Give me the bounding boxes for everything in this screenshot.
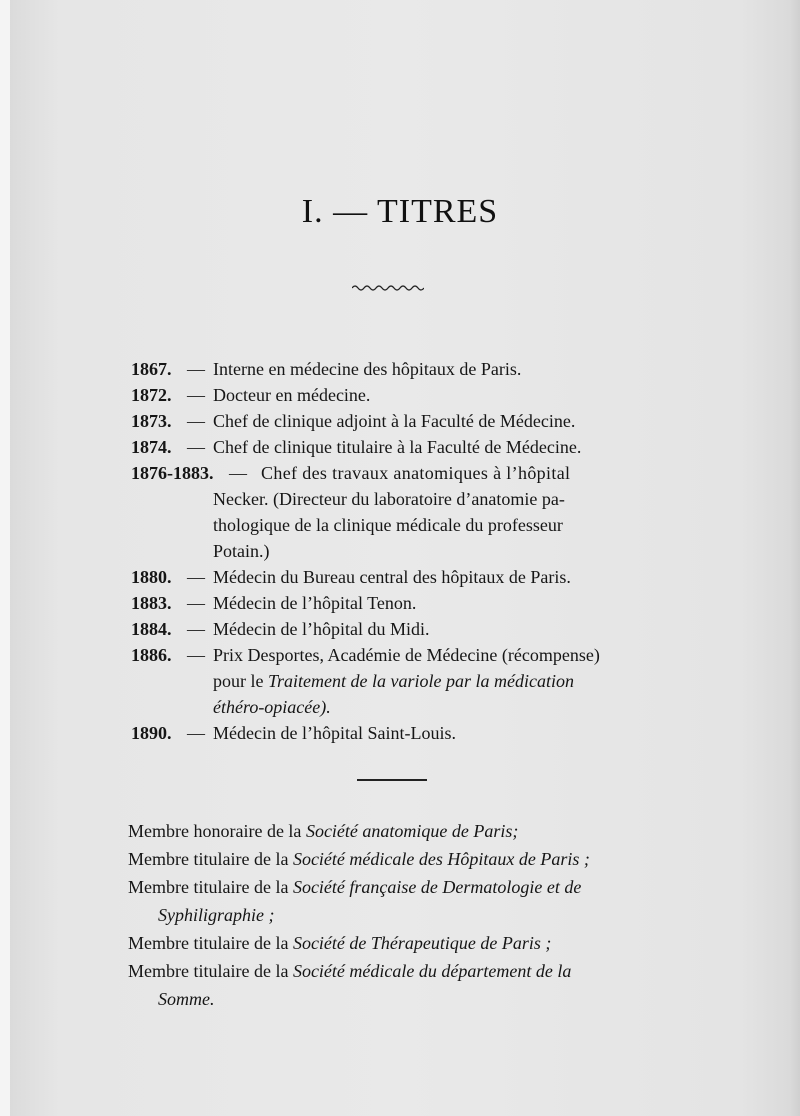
entry-continuation [131,694,661,720]
entry-1883 [131,590,661,616]
entry-text: Médecin de l’hôpital Tenon. [213,593,417,613]
entry-1873 [131,408,661,434]
entry-dash: — [187,359,205,379]
membership-line [128,929,668,957]
entry-text: Prix Desportes, Académie de Médecine (récompense) [213,645,600,665]
titles-list [131,356,661,746]
society-name: Société anatomique de Paris; [305,821,519,841]
entry-year: 1874. [131,437,172,457]
entry-year: 1883. [131,593,172,613]
section-divider [357,779,427,781]
membership-prefix: Membre titulaire de la [128,877,289,897]
entry-text: Potain.) [213,541,270,561]
entry-year: 1886. [131,645,172,665]
entry-continuation [131,668,661,694]
entry-dash: — [187,593,205,613]
entry-year: 1867. [131,359,172,379]
entry-1884 [131,616,661,642]
entry-text: thologique de la clinique médicale du professeur [213,515,563,535]
membership-line [128,817,668,845]
entry-dash: — [187,437,205,457]
entry-text: Interne en médecine des hôpitaux de Paris. [213,359,522,379]
society-name: Société médicale du département de la [292,961,572,981]
entry-text: Docteur en médecine. [213,385,371,405]
society-name: Société de Thérapeutique de Paris ; [292,933,552,953]
entry-continuation [131,486,661,512]
entry-dash: — [187,645,205,665]
entry-continuation [131,538,661,564]
entry-dash: — [229,463,247,483]
entry-text: Médecin du Bureau central des hôpitaux de Paris. [213,567,571,587]
memberships-list [128,817,668,1013]
wavy-ornament [352,284,424,292]
entry-text: Médecin de l’hôpital Saint-Louis. [213,723,456,743]
entry-text: Chef de clinique titulaire à la Faculté de Médecine. [213,437,582,457]
membership-continuation [128,985,668,1013]
entry-1880 [131,564,661,590]
entry-year: 1880. [131,567,172,587]
membership-line [128,845,668,873]
entry-text: Chef des travaux anatomiques à l’hôpital [261,463,571,483]
entry-1886 [131,642,661,668]
membership-prefix: Membre honoraire de la [128,821,302,841]
entry-text: Chef de clinique adjoint à la Faculté de Médecine. [213,411,576,431]
entry-year: 1876-1883. [131,463,214,483]
entry-italic-text: Traitement de la variole par la médication [267,671,574,691]
membership-prefix: Membre titulaire de la [128,849,289,869]
entry-year: 1872. [131,385,172,405]
entry-1890 [131,720,661,746]
entry-dash: — [187,411,205,431]
page-title: I. — TITRES [301,193,499,230]
entry-dash: — [187,619,205,639]
membership-line [128,873,668,901]
entry-year: 1890. [131,723,172,743]
entry-1876-1883 [131,460,661,486]
entry-dash: — [187,567,205,587]
entry-text-group [213,668,574,694]
entry-year: 1884. [131,619,172,639]
entry-dash: — [187,723,205,743]
society-name: Société française de Dermatologie et de [292,877,582,897]
entry-1867 [131,356,661,382]
society-name-continued: Syphiligraphie ; [158,905,275,925]
entry-continuation [131,512,661,538]
membership-line [128,957,668,985]
entry-dash: — [187,385,205,405]
membership-prefix: Membre titulaire de la [128,961,289,981]
entry-text: pour le [213,671,264,691]
entry-text: Médecin de l’hôpital du Midi. [213,619,430,639]
membership-prefix: Membre titulaire de la [128,933,289,953]
society-name-continued: Somme. [158,989,215,1009]
entry-1874 [131,434,661,460]
entry-1872 [131,382,661,408]
entry-year: 1873. [131,411,172,431]
membership-continuation [128,901,668,929]
entry-italic-text: éthéro-opiacée). [213,697,331,717]
entry-text: Necker. (Directeur du laboratoire d’anatomie pa- [213,489,565,509]
society-name: Société médicale des Hôpitaux de Paris ; [292,849,590,869]
